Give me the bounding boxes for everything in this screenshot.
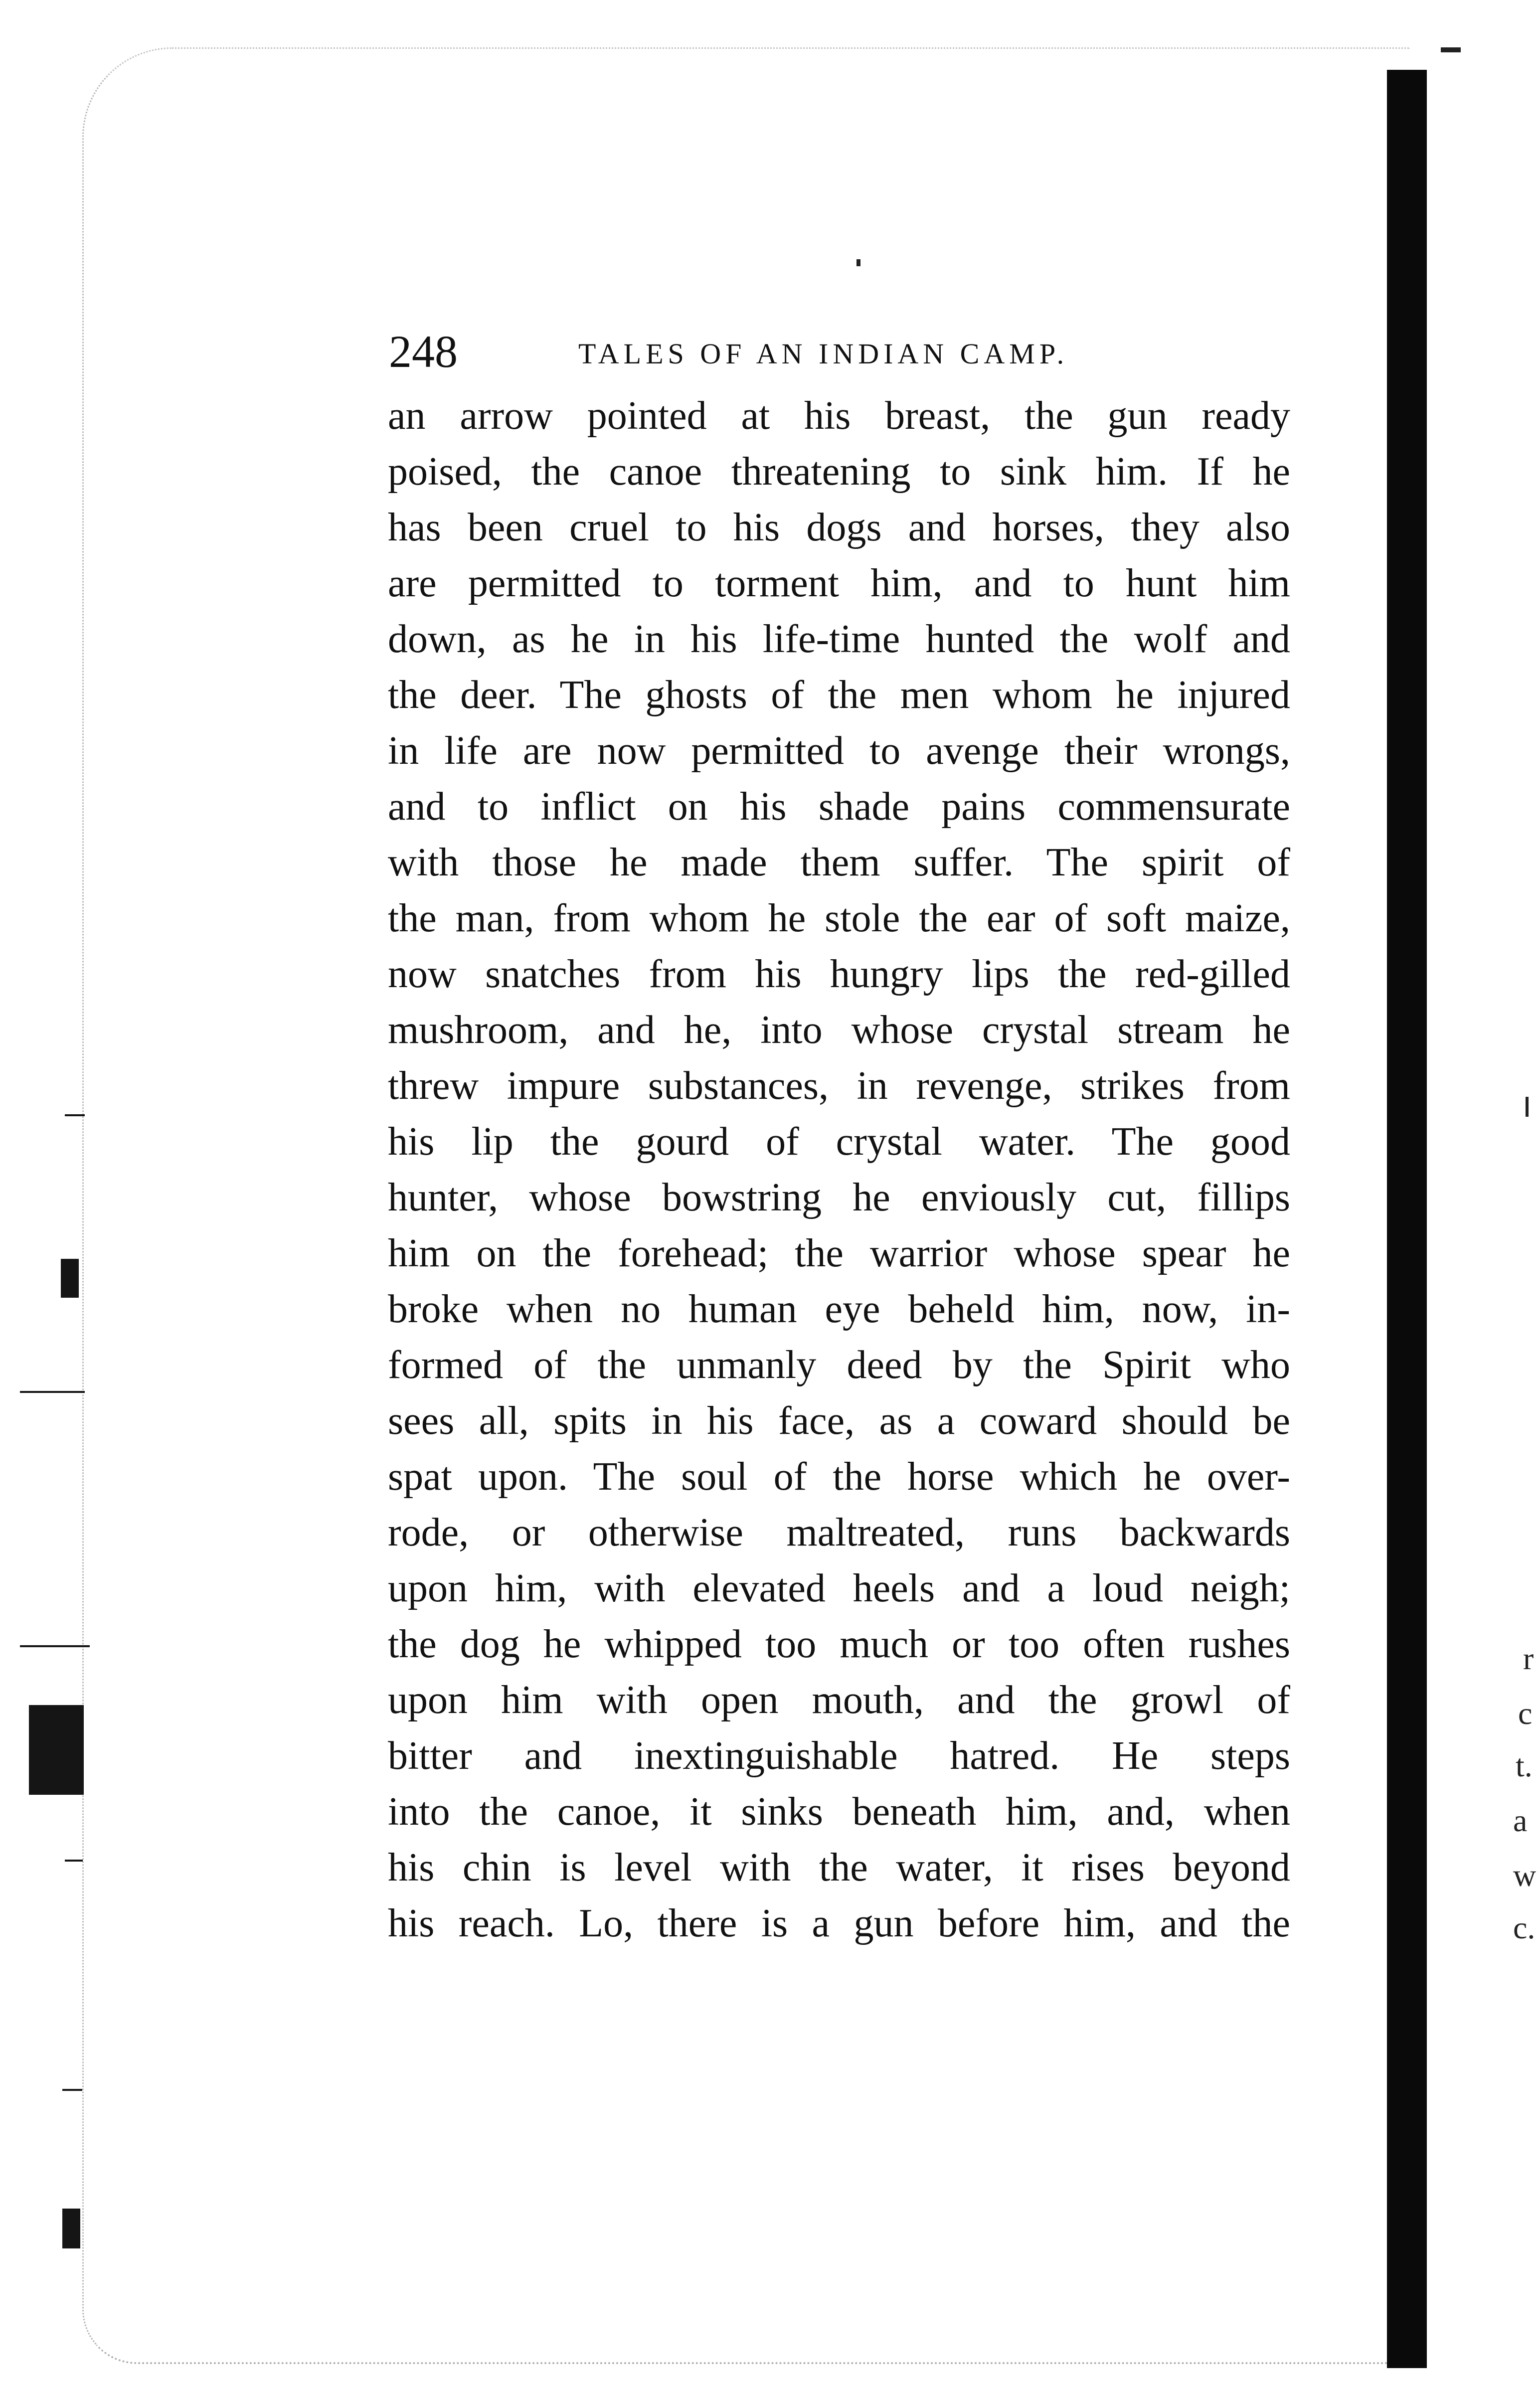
- text-line: with those he made them suffer. The spirit of: [388, 841, 1290, 884]
- text-line: his lip the gourd of crystal water. The good: [388, 1120, 1290, 1164]
- gutter-mark: [65, 1860, 83, 1862]
- text-line: upon him with open mouth, and the growl of: [388, 1678, 1290, 1722]
- next-page-letter: t.: [1516, 1748, 1533, 1783]
- next-page-letter: r: [1523, 1641, 1534, 1676]
- text-line: formed of the unmanly deed by the Spirit who: [388, 1343, 1290, 1387]
- text-line: his chin is level with the water, it rises beyond: [388, 1846, 1290, 1889]
- gutter-mark: [20, 1391, 85, 1393]
- text-line: mushroom, and he, into whose crystal stream he: [388, 1008, 1290, 1052]
- gutter-mark: [62, 2209, 80, 2248]
- next-page-letter: a: [1513, 1803, 1528, 1838]
- next-page-letter: c: [1518, 1696, 1533, 1731]
- running-title: TALES OF AN INDIAN CAMP.: [578, 338, 1069, 370]
- text-line: bitter and inextinguishable hatred. He steps: [388, 1734, 1290, 1778]
- text-line: into the canoe, it sinks beneath him, and, when: [388, 1790, 1290, 1834]
- gutter-mark: [61, 1259, 79, 1298]
- text-line: are permitted to torment him, and to hunt him: [388, 561, 1290, 605]
- text-line: down, as he in his life-time hunted the wolf and: [388, 617, 1290, 661]
- gutter-mark: [20, 1645, 90, 1647]
- text-line: now snatches from his hungry lips the red-gilled: [388, 952, 1290, 996]
- ink-speck: [856, 259, 860, 266]
- ink-speck: [1441, 47, 1461, 52]
- next-page-letter: w: [1513, 1858, 1537, 1893]
- gutter-mark: [62, 2089, 82, 2091]
- text-line: an arrow pointed at his breast, the gun ready: [388, 394, 1290, 438]
- text-line: the deer. The ghosts of the men whom he injured: [388, 673, 1290, 717]
- text-line: his reach. Lo, there is a gun before him, and the: [388, 1901, 1290, 1945]
- text-line: the man, from whom he stole the ear of soft maize,: [388, 896, 1290, 940]
- gutter-mark: [29, 1705, 84, 1795]
- text-line: spat upon. The soul of the horse which he over-: [388, 1455, 1290, 1499]
- text-line: threw impure substances, in revenge, strikes from: [388, 1064, 1290, 1108]
- text-line: him on the forehead; the warrior whose spear he: [388, 1231, 1290, 1275]
- text-line: hunter, whose bowstring he enviously cut, fillips: [388, 1176, 1290, 1219]
- text-line: rode, or otherwise maltreated, runs backwards: [388, 1511, 1290, 1554]
- text-line: upon him, with elevated heels and a loud neigh;: [388, 1566, 1290, 1610]
- page-header: [389, 324, 1301, 379]
- next-page-letter: c.: [1513, 1910, 1536, 1945]
- text-line: poised, the canoe threatening to sink him. If he: [388, 450, 1290, 494]
- text-line: broke when no human eye beheld him, now, in-: [388, 1287, 1290, 1331]
- body-text: [388, 388, 1290, 1951]
- text-line: has been cruel to his dogs and horses, they also: [388, 506, 1290, 549]
- text-line: and to inflict on his shade pains commensurate: [388, 785, 1290, 829]
- ink-speck: [1526, 1097, 1529, 1117]
- binding-shadow: [1387, 70, 1427, 2368]
- page-number: 248: [389, 326, 458, 377]
- gutter-mark: [65, 1114, 85, 1116]
- text-line: sees all, spits in his face, as a coward should be: [388, 1399, 1290, 1443]
- text-line: the dog he whipped too much or too often rushes: [388, 1622, 1290, 1666]
- text-line: in life are now permitted to avenge their wrongs,: [388, 729, 1290, 773]
